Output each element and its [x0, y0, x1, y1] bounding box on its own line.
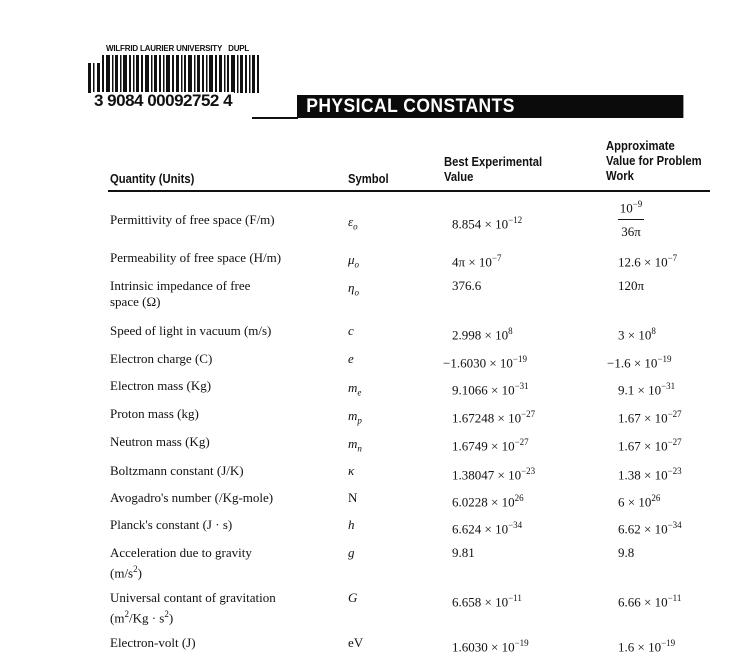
symbol-cell: $m_p$	[348, 408, 362, 426]
best-value-cell: $1.67248 \times 10^{-27}$	[452, 409, 536, 426]
barcode-number: 3 9084 00092752 4	[94, 91, 233, 110]
best-value-cell: $6.624 \times 10^{-34}$	[452, 520, 523, 537]
quantity-cell: Electron-volt (J)	[110, 635, 196, 650]
symbol-cell: e	[348, 351, 354, 366]
symbol-cell: $m_e$	[348, 380, 362, 398]
library-name: WILFRID LAURIER UNIVERSITY	[106, 44, 223, 53]
quantity-cell: Electron charge (C)	[110, 351, 213, 366]
symbol-cell: h	[348, 517, 355, 532]
quantity-cell: Proton mass (kg)	[110, 406, 199, 421]
approx-value-cell: $1.6 \times 10^{-19}$	[618, 638, 676, 655]
quantity-cell: Avogadro's number (/Kg-mole)	[110, 490, 274, 505]
title-rule	[252, 117, 298, 119]
best-value-cell: $-1.6030 \times 10^{-19}$	[443, 354, 527, 371]
header-approx-line1: Approximate	[606, 139, 675, 153]
library-code: DUPL	[228, 44, 250, 53]
best-value-cell: 9.81	[452, 545, 475, 560]
fraction-numerator: $10^{-9}$	[619, 199, 643, 216]
page-title: PHYSICAL CONSTANTS	[297, 95, 683, 118]
approx-value-cell: $6.66 \times 10^{-11}$	[618, 593, 682, 610]
approx-value-cell: $6 \times 10^{26}$	[618, 493, 661, 510]
approx-value-cell: $1.38 \times 10^{-23}$	[618, 466, 682, 483]
best-value-cell: $8.854 \times 10^{-12}$	[452, 215, 523, 232]
best-value-cell: 376.6	[452, 278, 482, 293]
best-value-cell: $6.658 \times 10^{-11}$	[452, 593, 522, 610]
best-value-cell: $1.6749 \times 10^{-27}$	[452, 437, 529, 454]
best-value-cell: $4\pi \times 10^{-7}$	[452, 253, 502, 270]
quantity-cell: Permeability of free space (H/m)	[110, 250, 282, 265]
header-best-line2: Value	[444, 170, 474, 184]
symbol-cell: $\eta_o$	[348, 280, 359, 298]
approx-fraction	[618, 199, 644, 240]
best-value-cell: $6.0228 \times 10^{26}$	[452, 493, 524, 510]
header-symbol: Symbol	[348, 172, 389, 186]
symbol-cell: eV	[348, 635, 364, 650]
quantity-cell: Acceleration due to gravity $(m/s^2)$	[110, 545, 252, 581]
quantity-cell: Electron mass (Kg)	[110, 378, 212, 393]
approx-value-cell: 120π	[618, 278, 645, 293]
symbol-cell: κ	[348, 463, 355, 478]
header-quantity: Quantity (Units)	[110, 172, 195, 186]
fraction-denominator: 36π	[621, 224, 641, 240]
approx-value-cell: 9.8	[618, 545, 635, 560]
header-best-line1: Best Experimental	[444, 155, 543, 169]
approx-value-cell: $3 \times 10^8$	[618, 326, 656, 343]
symbol-cell: g	[348, 545, 355, 560]
symbol-cell: $m_n$	[348, 436, 362, 454]
approx-value-cell: $9.1 \times 10^{-31}$	[618, 381, 676, 398]
quantity-cell: Intrinsic impedance of free space (Ω)	[110, 278, 251, 309]
best-value-cell: $9.1066 \times 10^{-31}$	[452, 381, 529, 398]
symbol-cell: c	[348, 323, 354, 338]
header-approx-line3: Work	[606, 169, 634, 183]
quantity-cell: Boltzmann constant (J/K)	[110, 463, 244, 478]
header-best	[444, 155, 542, 185]
symbol-cell: G	[348, 590, 358, 605]
best-value-cell: $1.38047 \times 10^{-23}$	[452, 466, 536, 483]
approx-value-cell: $1.67 \times 10^{-27}$	[618, 409, 682, 426]
approx-value-cell: $12.6 \times 10^{-7}$	[618, 253, 678, 270]
symbol-cell: $\mu_o$	[348, 252, 360, 270]
quantity-cell: Neutron mass (Kg)	[110, 434, 210, 449]
symbol-cell: $\varepsilon_o$	[348, 214, 358, 232]
quantity-cell: Planck's constant (J · s)	[110, 517, 233, 532]
header-rule	[108, 190, 710, 192]
library-stamp	[106, 44, 249, 53]
best-value-cell: $2.998 \times 10^8$	[452, 326, 513, 343]
best-value-cell: $1.6030 \times 10^{-19}$	[452, 638, 529, 655]
approx-value-cell: $6.62 \times 10^{-34}$	[618, 520, 682, 537]
quantity-cell: Permittivity of free space (F/m)	[110, 212, 275, 227]
fraction-bar	[618, 219, 644, 220]
header-approx	[606, 139, 702, 184]
quantity-cell: Speed of light in vacuum (m/s)	[110, 323, 272, 338]
symbol-cell: N	[348, 490, 358, 505]
approx-value-cell: $1.67 \times 10^{-27}$	[618, 437, 682, 454]
approx-value-cell: $-1.6 \times 10^{-19}$	[607, 354, 672, 371]
quantity-cell: Universal contant of gravitation $(m^2/Kg \cdot s^2)$	[110, 590, 276, 626]
header-approx-line2: Value for Problem	[606, 154, 702, 168]
